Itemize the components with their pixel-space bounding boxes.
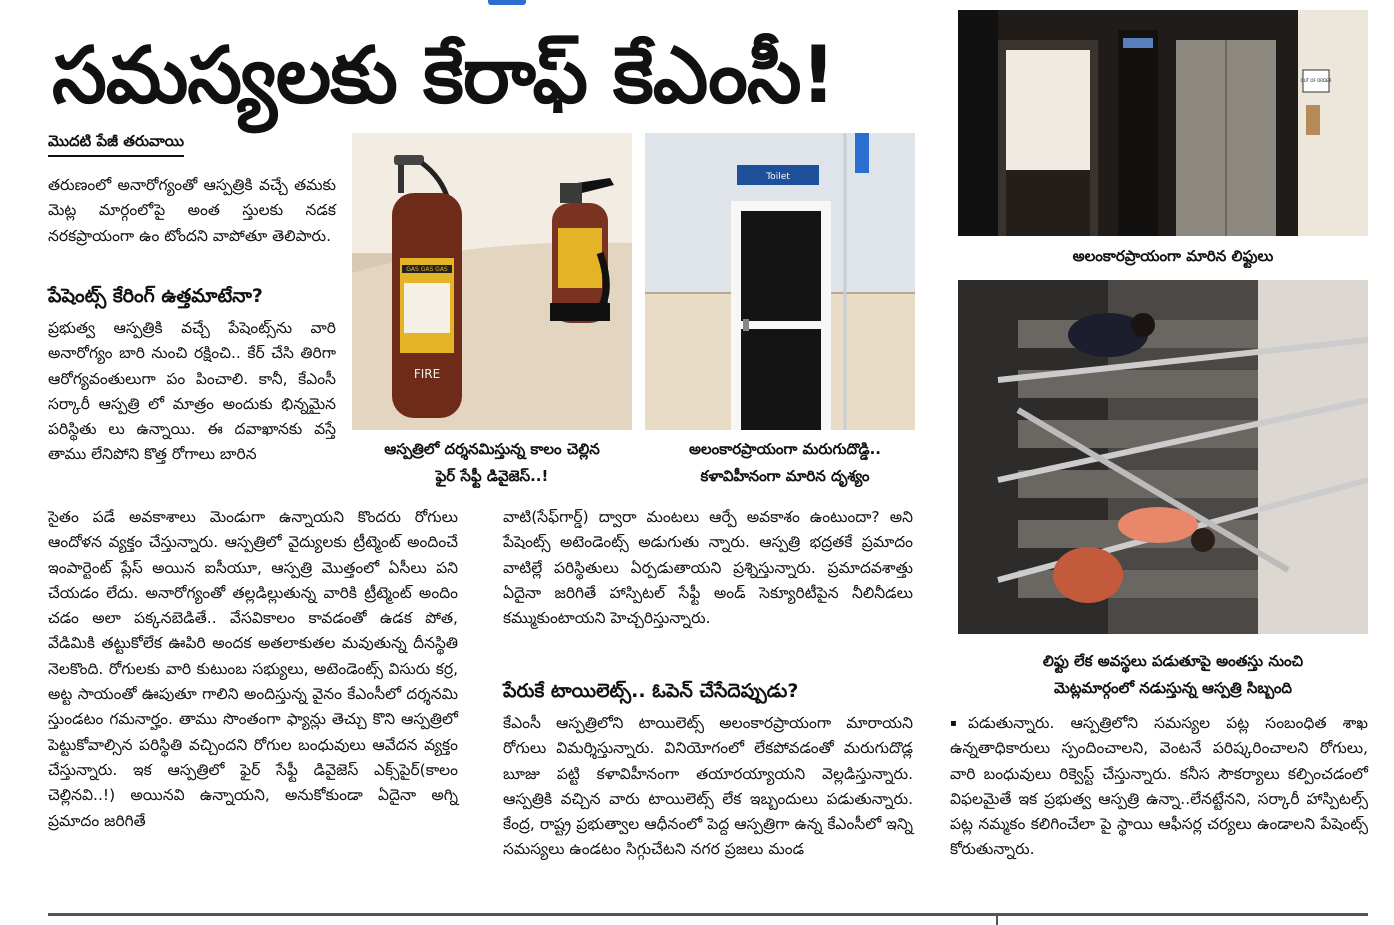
toilet-caption-line1: అలంకారప్రాయంగా మరుగుదొడ్డి.. xyxy=(689,440,881,458)
bottom-rule xyxy=(48,913,1368,916)
top-color-mark xyxy=(488,0,526,5)
fire-label: FIRE xyxy=(413,367,441,381)
toilet-door-illustration xyxy=(645,133,915,430)
fire-extinguisher-photo xyxy=(352,133,632,430)
stairs-caption-line2: మెట్లమార్గంలో నడుస్తున్న ఆస్పత్రి సిబ్బంది xyxy=(1053,679,1293,697)
extinguisher-caption-line2: ఫైర్ సేఫ్టీ డివైజెస్..! xyxy=(435,467,549,485)
out-of-order-label: OUT OF ORDER xyxy=(1300,78,1332,83)
extinguisher-caption-line1: ఆస్పత్రిలో దర్శనమిస్తున్న కాలం చెల్లిన xyxy=(384,440,600,458)
fire-extinguisher-illustration xyxy=(352,133,632,430)
continuation-bullet-icon: ▪ xyxy=(950,718,968,729)
col1-intro: తరుణంలో అనారోగ్యంతో ఆస్పత్రికి వచ్చే తమకు మెట్ల మార్గంలోపై అంత స్తులకు నడక నరకప్రాయంగా ఉం టోందని వాపోతూ తెలిపారు. xyxy=(48,176,336,245)
lifts-illustration xyxy=(958,10,1368,236)
stairs-caption-line1: లిఫ్టు లేక అవస్థలు పడుతూపై అంతస్తు నుంచి xyxy=(1042,652,1304,670)
continued-from-page-one: మొదటి పేజీ తరువాయి xyxy=(48,131,184,157)
stairs-caption xyxy=(958,648,1388,702)
gas-label: GAS GAS GAS xyxy=(406,266,448,273)
toilet-photo xyxy=(645,133,915,430)
col1-body-wide: సైతం పడే అవకాశాలు మెండుగా ఉన్నాయని కొందరు రోగులు ఆందోళన వ్యక్తం చేస్తున్నారు. ఆస్పత్రిలో వైద్యులకు ట్రీట్మెంట్ అందించే ఇంపార్టెంట్ ప్లేస్ అయిన ఐసీయూ, ఆస్పత్రి మొత్తంలో ఏసీలు పని చేయడం లేదు. అనారోగ్యంతో తల్లడిల్లుతున్న వారికి ట్రీట్మెంట్ అందిం చడం అలా పక్కనబెడితే.. వేసవికాలం కావడంతో ఉడక పోత, వేడిమికి తట్టుకోలేక ఊపిరి అందక అతలాకుతల మవుతున్న దీనస్థితి నెలకొంది. రోగులకు వారి కుటుంబ సభ్యులు, అటెండెంట్స్ విసురు కర్ర, అట్ట సాయంతో ఊపుతూ గాలిని అందిస్తున్న వైనం కేఎంసీలో దర్శనమి స్తుండటం గమనార్హం. తాము సొంతంగా ఫ్యాన్లు తెచ్చు కొని ఆస్పత్రిలో పెట్టుకోవాల్సిన పరిస్థితి వచ్చిందని రోగుల బంధువులు ఆవేదన వ్యక్తం చేస్తున్నారు. ఇక ఆస్పత్రిలో ఫైర్ సేఫ్టీ డివైజెస్ ఎక్స్‌పైర్(కాలం చెల్లినవి..!) అయినవి ఉన్నాయని, అనుకోకుండా ఏదైనా అగ్ని ప్రమాదం జరిగితే xyxy=(48,508,458,830)
toilet-caption xyxy=(650,436,920,490)
subhead-toilets: పేరుకే టాయిలెట్స్.. ఓపెన్ చేసేదెప్పుడు? xyxy=(503,680,799,702)
column-divider-tick xyxy=(996,913,998,925)
lifts-caption: అలంకారప్రాయంగా మారిన లిఫ్టులు xyxy=(1072,247,1274,265)
headline: సమస్యలకు కేరాఫ్ కేఎంసీ! xyxy=(52,31,836,121)
stairs-photo xyxy=(958,280,1368,634)
subhead-patients-caring: పేషెంట్స్ కేరింగ్ ఉత్తమాటేనా? xyxy=(48,285,263,307)
toilet-sign-label: Toilet xyxy=(766,172,790,182)
extinguisher-caption xyxy=(352,436,632,490)
col2-body-bottom: కేఎంసీ ఆస్పత్రిలోని టాయిలెట్స్ అలంకారప్రాయంగా మారాయని రోగులు విమర్శిస్తున్నారు. వినియోగంలో లేకపోవడంతో మరుగుదొడ్ల బూజు పట్టి కళావిహీనంగా తయారయ్యాయని వెల్లడిస్తున్నారు. ఆస్పత్రికి వచ్చిన వారు టాయిలెట్స్ లేక ఇబ్బందులు పడుతున్నారు. కేంద్ర, రాష్ట్ర ప్రభుత్వాల ఆధీనంలో పెద్ద ఆస్పత్రిగా ఉన్న కేఎంసీలో ఇన్ని సమస్యలు ఉండటం సిగ్గుచేటని నగర ప్రజలు మండ xyxy=(503,714,913,859)
lifts-photo xyxy=(958,10,1368,236)
stairs-illustration xyxy=(958,280,1368,634)
col1-body: ప్రభుత్వ ఆస్పత్రికి వచ్చే పేషెంట్స్‌ను వారి అనారోగ్యం బారి నుంచి రక్షించి.. కేర్ చేసి తిరిగా ఆరోగ్యవంతులుగా పం పించాలి. కానీ, కేఎంసీ సర్కారీ ఆస్పత్రి లో మాత్రం అందుకు భిన్నమైన పరిస్థితు లు ఉన్నాయి. ఈ దవాఖానకు వస్తే తాము లేనిపోని కొత్త రోగాలు బారిన xyxy=(48,319,336,464)
col3-body xyxy=(950,711,1368,863)
col3-text: పడుతున్నారు. ఆస్పత్రిలోని సమస్యల పట్ల సంబంధిత శాఖ ఉన్నతాధికారులు స్పందించాలని, వెంటనే పరిష్కరించాలని రోగులు, వారి బంధువులు రిక్వెస్ట్ చేస్తున్నారు. కనీస సౌకర్యాలు కల్పించడంలో విఫలమైతే ఇక ప్రభుత్వ ఆస్పత్రి ఉన్నా..లేనట్టేనని, సర్కారీ హాస్పిటల్స్ పట్ల నమ్మకం కలిగించేలా పై స్థాయి ఆఫీసర్ల చర్యలు ఉండాలని పేషెంట్స్ కోరుతున్నారు. xyxy=(950,714,1368,859)
col2-body: వాటి(సేఫ్‌గార్డ్) ద్వారా మంటలు ఆర్పే అవకాశం ఉంటుందా? అని పేషెంట్స్ అటెండెంట్స్ అడుగుతు న్నారు. ఆస్పత్రి భద్రతకే ప్రమాదం వాటిల్లే పరిస్థితులు ఏర్పడుతాయని ప్రశ్నిస్తున్నారు. ప్రమాదవశాత్తు ఏదైనా జరిగితే హాస్పిటల్ సేఫ్టీ అండ్ సెక్యూరిటీపైన నీలినీడలు కమ్ముకుంటాయని హెచ్చరిస్తున్నారు. xyxy=(503,508,913,628)
toilet-caption-line2: కళావిహీనంగా మారిన దృశ్యం xyxy=(700,467,870,485)
